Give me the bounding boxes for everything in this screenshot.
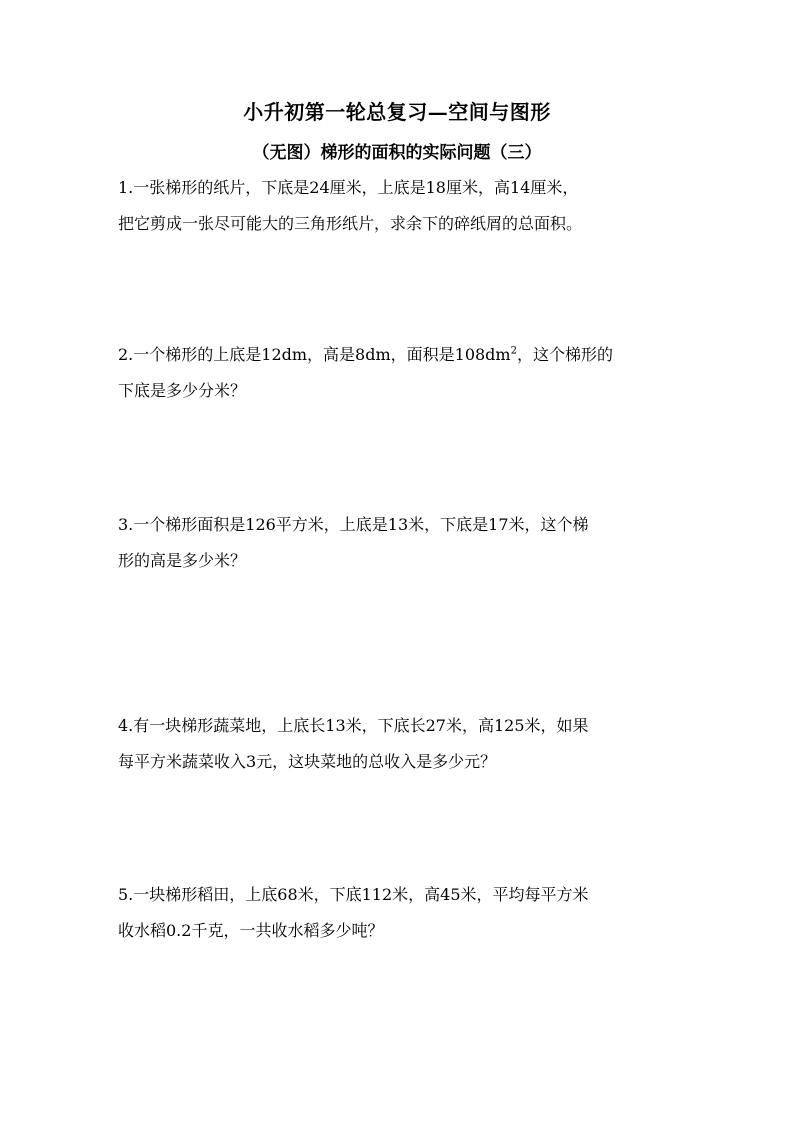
question-2-line-2: 下底是多少分米？ (118, 381, 247, 400)
document-title: 小升初第一轮总复习—空间与图形 (243, 100, 551, 124)
question-5 (118, 877, 688, 949)
question-3 (118, 507, 688, 579)
question-4 (118, 708, 688, 780)
question-2 (118, 337, 688, 409)
question-5-line-2: 收水稻0.2千克，一共收水稻多少吨？ (118, 921, 384, 940)
question-2-line-1-text: 2.一个梯形的上底是12dm，高是8dm，面积是108dm (118, 345, 511, 364)
area-unit-exponent: 2 (510, 345, 517, 357)
question-1 (118, 170, 688, 242)
question-2-line-1-tail: ，这个梯形的 (516, 345, 613, 364)
question-4-line-2: 每平方米蔬菜收入3元，这块菜地的总收入是多少元？ (118, 752, 497, 771)
question-3-line-1: 3.一个梯形面积是126平方米，上底是13米，下底是17米，这个梯 (118, 515, 589, 534)
question-4-line-1: 4.有一块梯形蔬菜地，上底长13米，下底长27米，高125米，如果 (118, 716, 589, 735)
question-3-line-2: 形的高是多少米？ (118, 551, 247, 570)
document-subtitle: （无图）梯形的面积的实际问题（三） (252, 143, 542, 163)
question-2-line-1 (118, 337, 688, 373)
question-1-line-1: 1.一张梯形的纸片，下底是24厘米，上底是18厘米，高14厘米， (118, 178, 579, 197)
question-1-line-2: 把它剪成一张尽可能大的三角形纸片，求余下的碎纸屑的总面积。 (118, 214, 583, 233)
question-5-line-1: 5.一块梯形稻田，上底68米，下底112米，高45米，平均每平方米 (118, 885, 589, 904)
